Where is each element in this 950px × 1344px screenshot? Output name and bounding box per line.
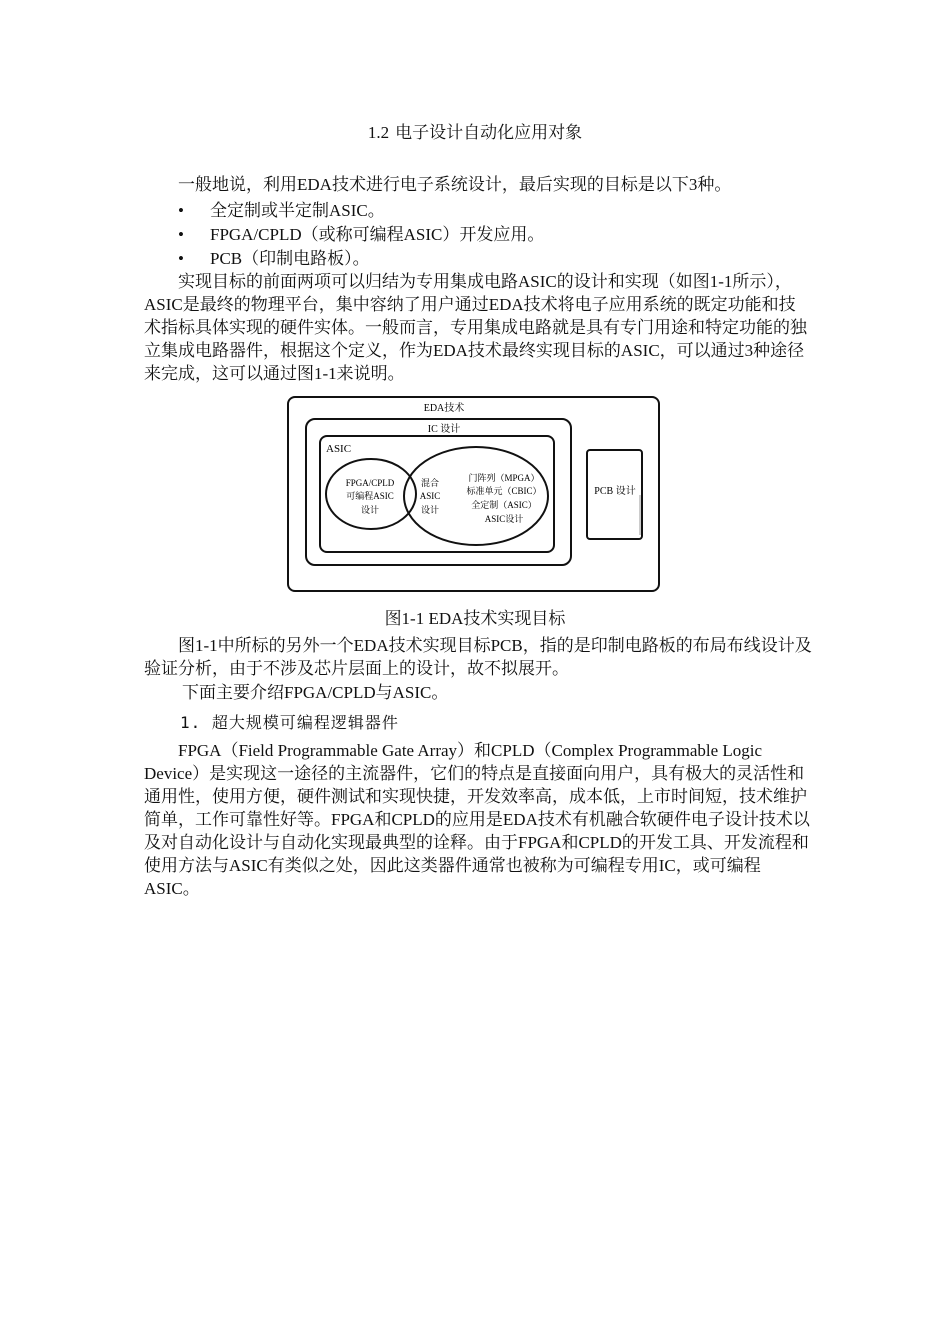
- bullet-item: [178, 223, 544, 246]
- section-number: 1.2: [367, 123, 390, 142]
- bullet-icon: •: [178, 249, 184, 268]
- ic-label: IC 设计: [427, 424, 461, 435]
- overlap-line: ASIC: [419, 491, 441, 501]
- eda-target-diagram: [286, 395, 662, 595]
- bullet-icon: •: [178, 225, 184, 244]
- section-title: [0, 118, 950, 143]
- bullet-item: [178, 247, 370, 270]
- intro-paragraph: 一般地说，利用EDA技术进行电子系统设计，最后实现的目标是以下3种。: [178, 175, 732, 194]
- right-ellipse-line: 门阵列（MPGA）: [468, 473, 540, 483]
- asic-label: ASIC: [326, 443, 352, 455]
- bullet-item: [178, 199, 385, 222]
- left-ellipse-line: FPGA/CPLD: [345, 478, 395, 488]
- right-ellipse-line: ASIC设计: [484, 514, 524, 524]
- paragraph-fpga-cpld: FPGA（Field Programmable Gate Array）和CPLD（Complex Programmable Logic Device）是实现这一途径的主流器件，它们的特点是直接面向用户，具有极大的灵活性和通用性，使用方便，硬件测试和实现快捷，开发效率高，成本低，上市时间短，技术维护简单，工作可靠性好等。FPGA和CPLD的应用是EDA技术有机融合软硬件电子设计技术以及对自动化设计与自动化实现最典型的诠释。由于FPGA和CPLD的开发工具、开发流程和使用方法与ASIC有类似之处，因此这类器件通常也被称为可编程专用IC，或可编程ASIC。: [144, 741, 810, 898]
- left-ellipse-line: 可编程ASIC: [346, 491, 394, 501]
- pcb-label: PCB 设计: [594, 486, 636, 497]
- paragraph-asic-intro: 实现目标的前面两项可以归结为专用集成电路ASIC的设计和实现（如图1-1所示），ASIC是最终的物理平台，集中容纳了用户通过EDA技术将电子应用系统的既定功能和技术指标具体实现的硬件实体。一般而言，专用集成电路就是具有专门用途和特定功能的独立集成电路器件，根据这个定义，作为EDA技术最终实现目标的ASIC，可以通过3种途径来完成，这可以通过图1-1来说明。: [144, 272, 807, 383]
- right-ellipse-line: 全定制（ASIC）: [471, 500, 537, 510]
- bullet-text: PCB（印制电路板）。: [210, 249, 370, 268]
- figure-caption: 图1-1 EDA技术实现目标: [384, 609, 566, 628]
- overlap-line: 设计: [420, 505, 440, 515]
- bullet-text: 全定制或半定制ASIC。: [210, 201, 385, 220]
- left-ellipse-line: 设计: [360, 505, 380, 515]
- eda-label: EDA技术: [423, 403, 465, 414]
- overlap-line: 混合: [420, 478, 440, 488]
- bullet-text: FPGA/CPLD（或称可编程ASIC）开发应用。: [210, 225, 545, 244]
- section-title-text: 电子设计自动化应用对象: [395, 123, 583, 142]
- bullet-icon: •: [178, 201, 184, 220]
- right-ellipse-line: 标准单元（CBIC）: [466, 486, 542, 496]
- paragraph-transition: 下面主要介绍FPGA/CPLD与ASIC。: [182, 683, 449, 702]
- paragraph-pcb: 图1-1中所标的另外一个EDA技术实现目标PCB，指的是印制电路板的布局布线设计及验证分析，由于不涉及芯片层面上的设计，故不拟展开。: [144, 636, 812, 678]
- subsection-heading: 1. 超大规模可编程逻辑器件: [180, 713, 399, 732]
